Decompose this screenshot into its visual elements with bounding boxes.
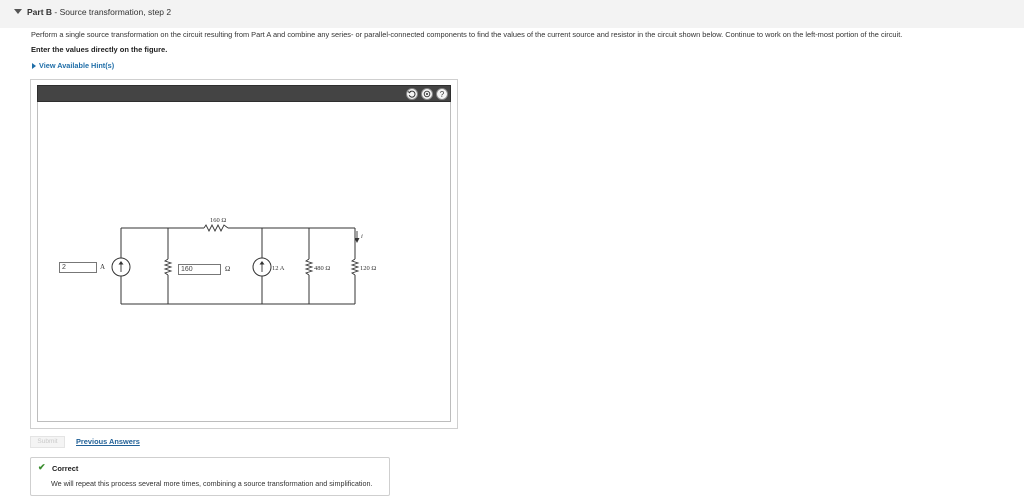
resistor-120-label: 120 Ω — [360, 265, 377, 272]
checkmark-icon: ✔ — [38, 462, 46, 472]
help-button[interactable]: ? — [436, 88, 448, 100]
source-12a-label: 12 A — [272, 265, 285, 272]
feedback-message: We will repeat this process several more times, combining a source transformation and simplification. — [51, 479, 373, 488]
resistor-unit: Ω — [225, 265, 231, 273]
top-resistor — [204, 225, 228, 231]
instruction-text: Perform a single source transformation on the circuit resulting from Part A and combine any series- or parallel-connected components to find the values of the current source and resistor in the circuit shown below. Continue to work on the left-most portion of the circuit. — [31, 30, 903, 39]
circuit-diagram — [37, 102, 451, 422]
feedback-box — [30, 457, 390, 496]
part-title-text: Source transformation, step 2 — [59, 7, 172, 17]
resistor-input[interactable]: 160 — [178, 264, 221, 275]
enter-values-text: Enter the values directly on the figure. — [31, 45, 168, 54]
figure-toolbar — [37, 85, 451, 102]
part-title-separator: - — [52, 7, 60, 17]
current-label: i — [361, 233, 363, 240]
current-source-12a — [253, 258, 271, 276]
reset-icon[interactable] — [406, 88, 418, 100]
left-current-source — [112, 258, 130, 276]
current-source-input[interactable]: 2 — [59, 262, 97, 273]
view-hints-link[interactable]: View Available Hint(s) — [39, 61, 115, 70]
collapse-caret-icon[interactable] — [14, 9, 22, 14]
part-title[interactable] — [27, 7, 171, 17]
left-resistor — [165, 259, 171, 275]
current-source-unit: A — [100, 263, 106, 271]
part-label: Part B — [27, 7, 53, 17]
top-resistor-label: 160 Ω — [210, 217, 227, 224]
resistor-120 — [352, 259, 358, 275]
resistor-480 — [306, 259, 312, 275]
feedback-status: Correct — [52, 464, 79, 473]
keyboard-icon[interactable] — [421, 88, 433, 100]
previous-answers-link[interactable]: Previous Answers — [76, 437, 140, 446]
hints-caret-icon[interactable] — [32, 63, 36, 69]
resistor-480-label: 480 Ω — [314, 265, 331, 272]
submit-button[interactable]: Submit — [30, 436, 65, 448]
